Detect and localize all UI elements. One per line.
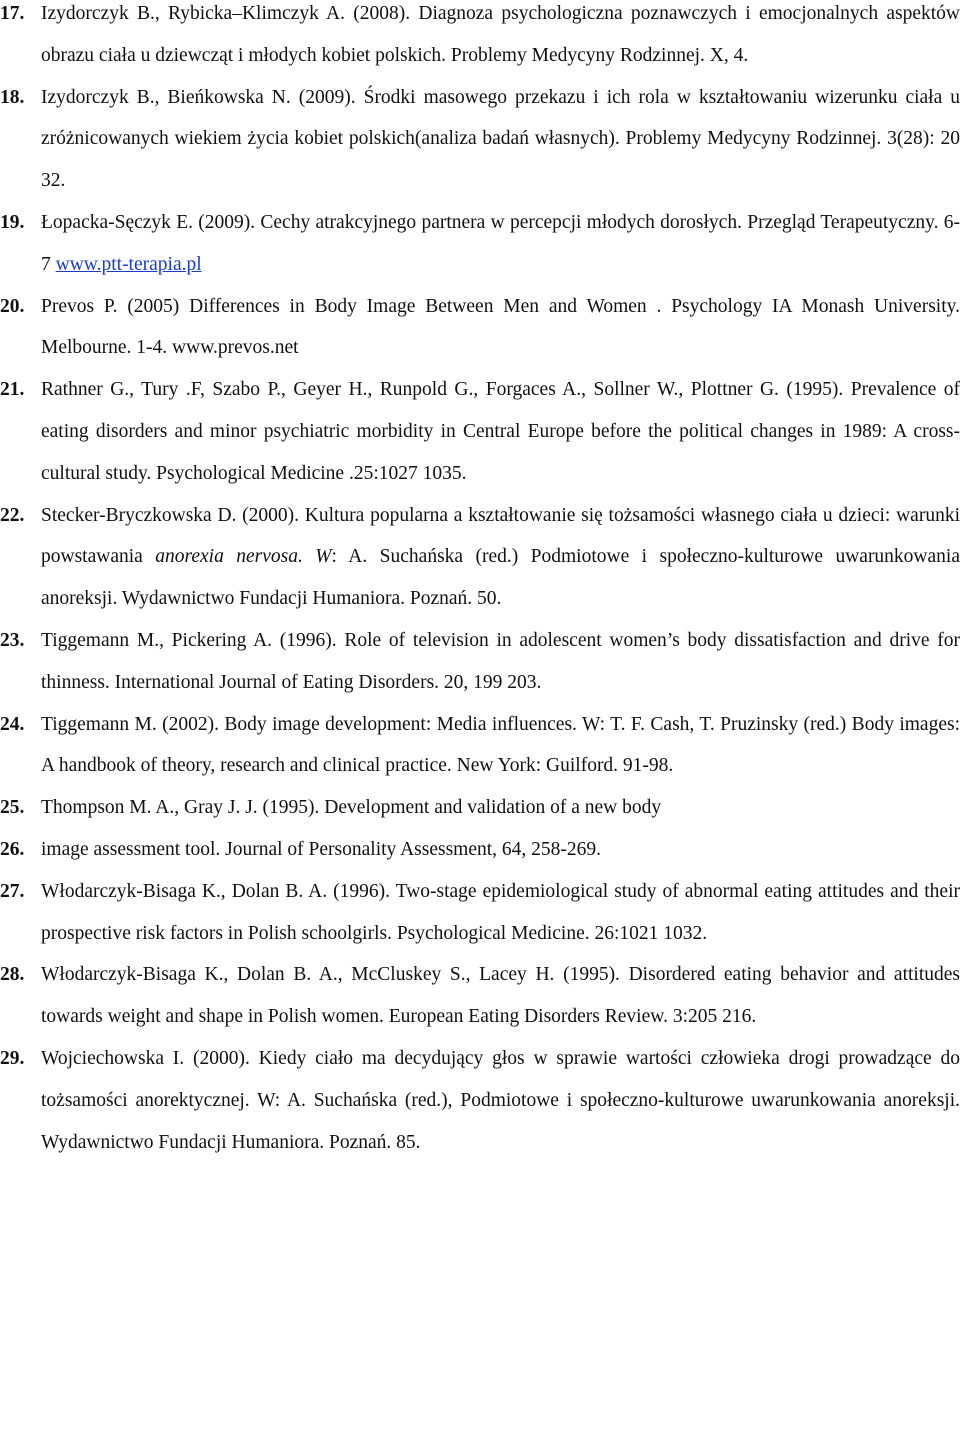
- reference-number: 27.: [0, 880, 25, 902]
- reference-text: Włodarczyk-Bisaga K., Dolan B. A. (1996). Two-stage epidemiological study of abnormal eating attitudes and their prospective risk factors in Polish schoolgirls. Psychological Medicine. 26:1021 1032.: [41, 880, 960, 944]
- reference-text: Wojciechowska I. (2000). Kiedy ciało ma decydujący głos w sprawie wartości człowieka drogi prowadzące do tożsamości anorektycznej. W: A. Suchańska (red.), Podmiotowe i społeczno-kulturowe uwarunkowania anoreksji. Wydawnictwo Fundacji Humaniora. Poznań. 85.: [41, 1047, 960, 1153]
- reference-item-28: [0, 954, 960, 1038]
- reference-item-22: [0, 495, 960, 620]
- reference-number: 28.: [0, 964, 25, 986]
- reference-text: Łopacka-Sęczyk E. (2009). Cechy atrakcyjnego partnera w percepcji młodych dorosłych. Przegląd Terapeutyczny. 6-7: [41, 211, 960, 275]
- reference-item-29: [0, 1038, 960, 1163]
- website-link[interactable]: www.ptt-terapia.pl: [55, 253, 202, 275]
- reference-text-wrapper: [41, 495, 960, 620]
- reference-item-19: [0, 202, 960, 286]
- reference-item-20: [0, 286, 960, 370]
- reference-number: 25.: [0, 797, 25, 819]
- reference-item-18: [0, 77, 960, 202]
- reference-number: 24.: [0, 713, 25, 735]
- reference-number: 23.: [0, 629, 25, 651]
- reference-number: 29.: [0, 1047, 25, 1069]
- reference-item-27: [0, 871, 960, 955]
- reference-text: Tiggemann M. (2002). Body image development: Media influences. W: T. F. Cash, T. Pruzinsky (red.) Body images: A handbook of theory, research and clinical practice. New York: Guilford. 91-98.: [41, 713, 960, 777]
- reference-text: Rathner G., Tury .F, Szabo P., Geyer H., Runpold G., Forgaces A., Sollner W., Plottner G. (1995). Prevalence of eating disorders and minor psychiatric morbidity in Central Europe before the political changes in 1989: A cross-cultural study. Psychological Medicine .25:1027 1035.: [41, 379, 960, 484]
- reference-item-26: [0, 829, 960, 871]
- reference-number: 17.: [0, 3, 25, 24]
- reference-italic-text: anorexia nervosa. W: [155, 546, 332, 568]
- reference-text: Włodarczyk-Bisaga K., Dolan B. A., McCluskey S., Lacey H. (1995). Disordered eating behavior and attitudes towards weight and shape in Polish women. European Eating Disorders Review. 3:205 216.: [41, 964, 960, 1028]
- reference-text: Thompson M. A., Gray J. J. (1995). Development and validation of a new body: [41, 797, 662, 819]
- reference-item-24: [0, 704, 960, 788]
- reference-item-17: [0, 0, 960, 77]
- reference-number: 18.: [0, 86, 25, 108]
- reference-item-25: [0, 787, 960, 829]
- reference-text: Tiggemann M., Pickering A. (1996). Role of television in adolescent women’s body dissatisfaction and drive for thinness. International Journal of Eating Disorders. 20, 199 203.: [41, 629, 960, 693]
- reference-text: Izydorczyk B., Bieńkowska N. (2009). Środki masowego przekazu i ich rola w kształtowaniu wizerunku ciała u zróżnicowanych wiekiem życia kobiet polskich(analiza badań własnych). Problemy Medycyny Rodzinnej. 3(28): 20 32.: [41, 86, 960, 192]
- reference-number: 19.: [0, 211, 25, 233]
- reference-text: image assessment tool. Journal of Personality Assessment, 64, 258-269.: [41, 838, 602, 860]
- reference-text: Izydorczyk B., Rybicka–Klimczyk A. (2008). Diagnoza psychologiczna poznawczych i emocjonalnych aspektów obrazu ciała u dziewcząt i młodych kobiet polskich. Problemy Medycyny Rodzinnej. X, 4.: [41, 3, 960, 66]
- reference-text-wrapper: [41, 202, 960, 286]
- reference-number: 22.: [0, 504, 25, 526]
- reference-text-part: : A. Suchańska (red.) Podmiotowe i społeczno-kulturowe uwarunkowania anoreksji. Wydawnictwo Fundacji Humaniora. Poznań. 50.: [41, 546, 960, 610]
- reference-number: 20.: [0, 295, 25, 317]
- reference-number: 26.: [0, 838, 25, 860]
- reference-text-part: Stecker-Bryczkowska D. (2000). Kultura popularna a kształtowanie się tożsamości własnego ciała u dzieci: warunki powstawania: [41, 504, 960, 568]
- reference-text: Prevos P. (2005) Differences in Body Image Between Men and Women . Psychology IA Monash University. Melbourne. 1-4. www.prevos.net: [41, 295, 960, 359]
- reference-item-23: [0, 620, 960, 704]
- reference-item-21: [0, 369, 960, 494]
- reference-number: 21.: [0, 379, 25, 401]
